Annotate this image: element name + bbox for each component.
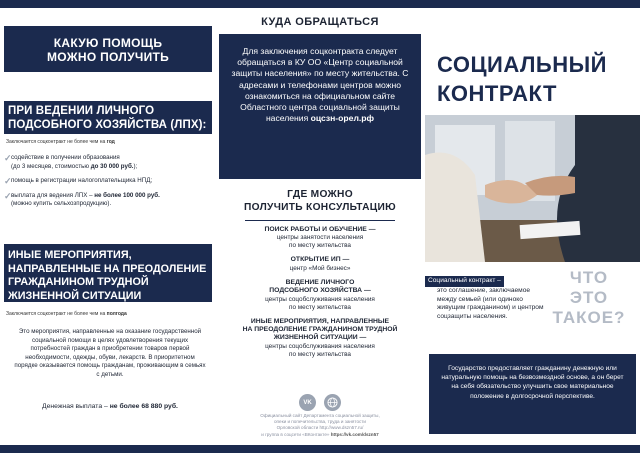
check-icon: ✓	[4, 176, 12, 186]
column-contacts	[215, 8, 425, 445]
definition-label: Социальный контракт –	[425, 276, 504, 287]
definition	[425, 276, 550, 322]
list-item	[4, 177, 212, 186]
footer-note	[215, 413, 425, 438]
handshake-photo	[425, 115, 640, 262]
item-text: помощь в регистрации налогоплательщика НПД;	[11, 177, 153, 184]
item-tail: );	[133, 162, 138, 170]
other-paragraph: Это мероприятия, направленные на оказание государственной социальной помощи в целях удовлетворения текущих потребностей граждан в приобретении товаров первой необходимости, одежды, обуви, лекарств. В приоритетном порядке оказывается помощь гражданам, проживающим в семьях с детьми.	[14, 328, 206, 378]
lph-heading: ПРИ ВЕДЕНИИ ЛИЧНОГО ПОДСОБНОГО ХОЗЯЙСТВА (ЛПХ):	[4, 101, 212, 134]
consult-item-title: ИНЫЕ МЕРОПРИЯТИЯ, НАПРАВЛЕННЫЕ НА ПРЕОДОЛЕНИЕ ГРАЖДАНИНОМ ТРУДНОЙ ЖИЗНЕННОЙ СИТУАЦИИ —	[242, 317, 398, 342]
item-bold: не более 100 000 руб.	[94, 191, 160, 199]
definition-body: это соглашение, заключаемое между семьей (или одиноко живущим гражданином) и центром соцзащиты населения.	[437, 286, 544, 321]
footer-link[interactable]: https://vk.com/dszn57	[330, 431, 379, 437]
list-item	[4, 154, 212, 171]
state-support-box: Государство предоставляет гражданину денежную или натуральную помощь на безвозмездной основе, а он берет на себя обязательство улучшить свое материальное положение в долгосрочной перспективе.	[429, 354, 636, 434]
cover-title: СОЦИАЛЬНЫЙ КОНТРАКТ	[437, 52, 607, 106]
payout-value: не более 68 880 руб.	[109, 403, 178, 410]
other-term-note	[6, 311, 127, 317]
consult-heading: ГДЕ МОЖНО ПОЛУЧИТЬ КОНСУЛЬТАЦИЮ	[244, 189, 396, 213]
consult-item-title: ПОИСК РАБОТЫ И ОБУЧЕНИЕ —	[264, 226, 376, 233]
consult-item-desc: центры соцобслуживания населения по месту жительства	[265, 295, 375, 311]
other-term-prefix: Заключается соцконтракт не более чем на	[6, 311, 107, 317]
lph-term-value: год	[106, 139, 115, 145]
column-cover	[425, 8, 640, 445]
payout-line	[14, 403, 206, 410]
lph-term-note	[6, 139, 115, 145]
social-icons	[299, 394, 341, 411]
consult-item	[215, 256, 425, 272]
payout-label: Денежная выплата –	[42, 403, 110, 410]
consult-item-desc: центры занятости населения по месту жительства	[276, 234, 364, 250]
other-term-value: полгода	[106, 311, 127, 317]
other-measures-heading: ИНЫЕ МЕРОПРИЯТИЯ, НАПРАВЛЕННЫЕ НА ПРЕОДОЛЕНИЕ ГРАЖДАНИНОМ ТРУДНОЙ ЖИЗНЕННОЙ СИТУАЦИИ	[4, 244, 212, 302]
consult-item-desc: центр «Мой бизнес»	[289, 264, 351, 272]
item-text: выплата для ведения ЛПХ –	[11, 191, 95, 199]
consult-item	[215, 318, 425, 359]
where-box	[219, 34, 421, 179]
check-icon: ✓	[4, 153, 12, 163]
item-tail: (можно купить сельхозпродукцию).	[11, 200, 112, 207]
divider	[245, 220, 395, 221]
item-bold: до 30 000 руб.	[90, 162, 134, 170]
check-icon: ✓	[4, 190, 12, 201]
column-help-types	[0, 0, 215, 437]
site-link[interactable]: оцсзн-орел.рф	[310, 113, 375, 124]
globe-icon[interactable]	[324, 394, 341, 411]
vk-icon[interactable]: VK	[299, 394, 316, 411]
item-text: содействие в получении образования (до 3 месяцев, стоимостью	[11, 154, 120, 170]
lph-list	[4, 154, 212, 215]
consult-item-title: ВЕДЕНИЕ ЛИЧНОГО ПОДСОБНОГО ХОЗЯЙСТВА —	[269, 278, 371, 295]
consult-item-title: ОТКРЫТИЕ ИП —	[290, 256, 350, 264]
lph-term-prefix: Заключается соцконтракт не более чем на	[6, 139, 107, 145]
help-title: КАКУЮ ПОМОЩЬ МОЖНО ПОЛУЧИТЬ	[4, 26, 212, 72]
consult-item-desc: центры соцобслуживания населения по месту жительства	[265, 342, 375, 358]
footer-text: Официальный сайт Департамента социальной защиты, опеки и попечительства, труда и занятости Орловской области http://www.dszn57.ru/ и группа в соцсети «ВКонтакте»	[260, 413, 380, 437]
consult-item	[215, 226, 425, 250]
consult-list	[215, 226, 425, 365]
list-item	[4, 192, 212, 209]
where-text: Для заключения соцконтракта следует обращаться в КУ ОО «Центр социальной защиты населения» по месту жительства. С адресами и телефонами центров можно ознакомиться на официальном сайте Областного центра социальной защиты населения	[231, 46, 409, 124]
bottom-band	[0, 445, 640, 453]
consult-item	[215, 279, 425, 312]
what-question: ЧТО ЭТО ТАКОЕ?	[552, 268, 626, 327]
where-heading: КУДА ОБРАЩАТЬСЯ	[261, 16, 379, 28]
